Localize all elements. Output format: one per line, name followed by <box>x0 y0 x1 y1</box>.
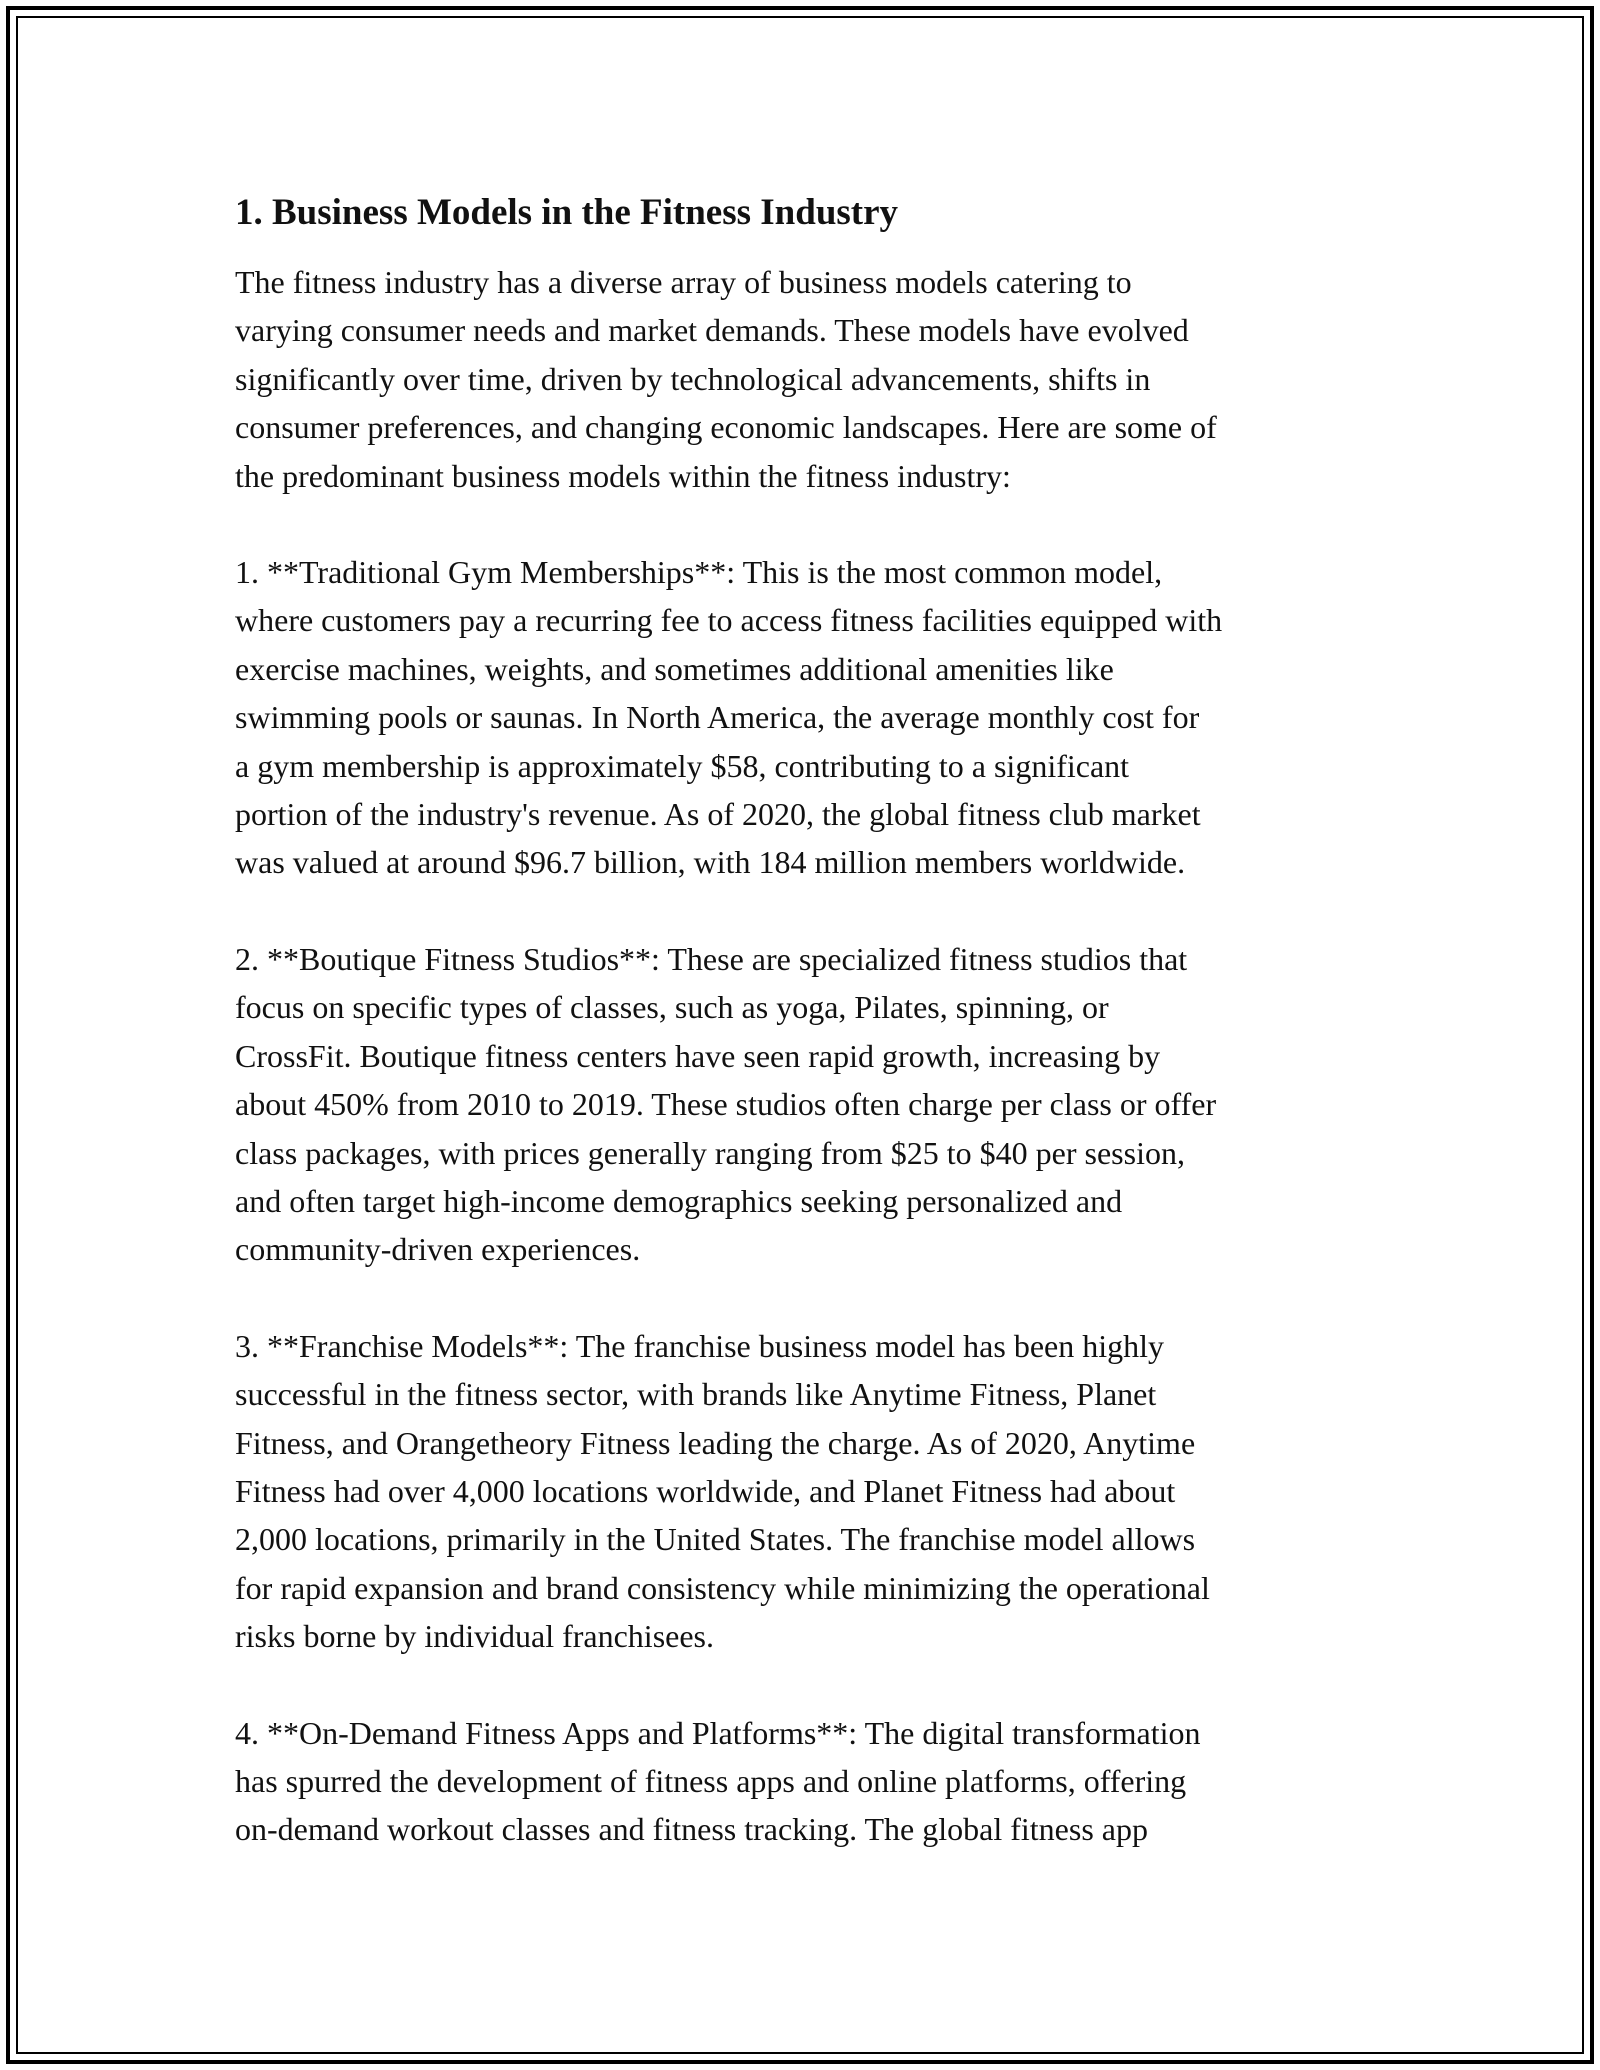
paragraph-boutique-studios: 2. **Boutique Fitness Studios**: These are specialized fitness studios that focus on specific types of classes, such as yoga, Pilates, spinning, or CrossFit. Boutique fitness centers have seen rapid growth, increasing by about 450% from 2010 to 2019. These studios often charge per class or offer class packages, with prices generally ranging from $25 to $40 per session, and often target high-income demographics seeking personalized and community-driven experiences. <box>235 940 1217 1268</box>
intro-paragraph: The fitness industry has a diverse array of business models catering to varying consumer needs and market demands. These models have evolved significantly over time, driven by technological advancements, shifts in consumer preferences, and changing economic landscapes. Here are some of the predominant business models within the fitness industry: <box>235 264 1217 494</box>
section-heading: 1. Business Models in the Fitness Industry <box>235 192 899 233</box>
paragraph-on-demand-apps: 4. **On-Demand Fitness Apps and Platforms**: The digital transformation has spurred the development of fitness apps and online platforms, offering on-demand workout classes and fitness tracking. The global fitness app <box>235 1714 1201 1848</box>
paragraph-franchise-models: 3. **Franchise Models**: The franchise business model has been highly successful in the fitness sector, with brands like Anytime Fitness, Planet Fitness, and Orangetheory Fitness leading the charge. As of 2020, Anytime Fitness had over 4,000 locations worldwide, and Planet Fitness had about 2,000 locations, primarily in the United States. The franchise model allows for rapid expansion and brand consistency while minimizing the operational risks borne by individual franchisees. <box>235 1327 1210 1655</box>
document-body <box>235 188 1375 1854</box>
paragraph-traditional-gym: 1. **Traditional Gym Memberships**: This is the most common model, where customers pay a recurring fee to access fitness facilities equipped with exercise machines, weights, and sometimes additional amenities like swimming pools or saunas. In North America, the average monthly cost for a gym membership is approximately $58, contributing to a significant portion of the industry's revenue. As of 2020, the global fitness club market was valued at around $96.7 billion, with 184 million members worldwide. <box>235 554 1223 881</box>
